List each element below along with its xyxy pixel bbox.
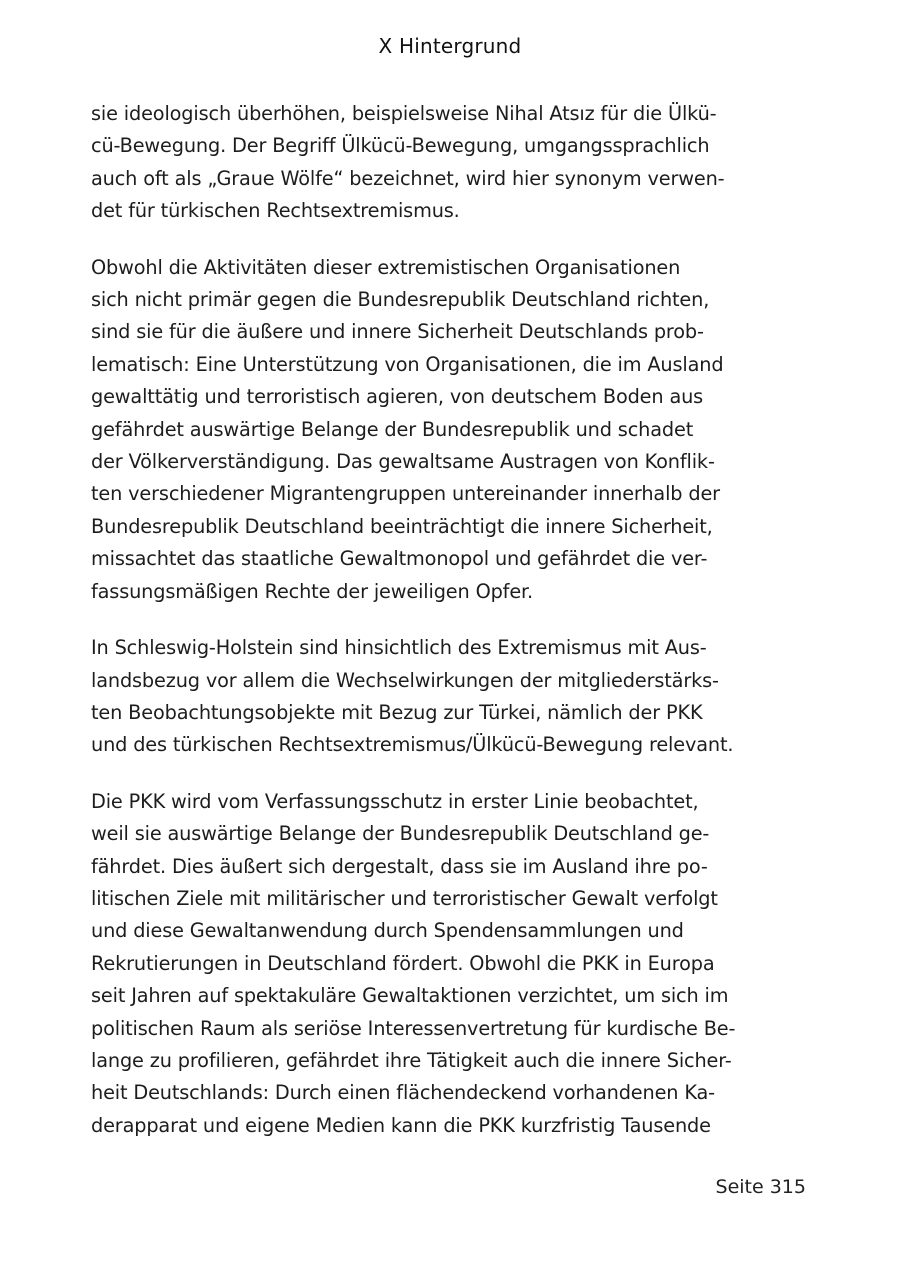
text-line: sich nicht primär gegen die Bundesrepublik Deutschland richten,: [91, 288, 710, 312]
text-line: der Völkerverständigung. Das gewaltsame Austragen von Konflik-: [91, 450, 715, 474]
text-line: heit Deutschlands: Durch einen flächendeckend vorhandenen Ka-: [91, 1081, 715, 1105]
text-line: fassungsmäßigen Rechte der jeweiligen Opfer.: [91, 579, 534, 603]
text-line: seit Jahren auf spektakuläre Gewaltaktionen verzichtet, um sich im: [91, 984, 729, 1008]
text-line: ten verschiedener Migrantengruppen untereinander innerhalb der: [91, 482, 720, 506]
text-line: landsbezug vor allem die Wechselwirkungen der mitgliederstärks-: [91, 668, 719, 692]
text-line: Die PKK wird vom Verfassungsschutz in erster Linie beobachtet,: [91, 789, 699, 813]
text-line: ten Beobachtungsobjekte mit Bezug zur Türkei, nämlich der PKK: [91, 700, 703, 724]
paragraph: [91, 98, 761, 228]
text-line: missachtet das staatliche Gewaltmonopol und gefährdet die ver-: [91, 547, 708, 571]
text-line: auch oft als „Graue Wölfe“ bezeichnet, wird hier synonym verwen-: [91, 166, 725, 190]
text-line: politischen Raum als seriöse Interessenvertretung für kurdische Be-: [91, 1016, 736, 1040]
text-line: lematisch: Eine Unterstützung von Organisationen, die im Ausland: [91, 352, 724, 376]
text-line: Bundesrepublik Deutschland beeinträchtigt die innere Sicherheit,: [91, 514, 713, 538]
body-text: [91, 98, 761, 1166]
text-line: litischen Ziele mit militärischer und terroristischer Gewalt verfolgt: [91, 886, 718, 910]
text-line: fährdet. Dies äußert sich dergestalt, dass sie im Ausland ihre po-: [91, 854, 708, 878]
paragraph: [91, 252, 761, 608]
text-line: cü-Bewegung. Der Begriff Ülkücü-Bewegung, umgangssprachlich: [91, 134, 710, 158]
text-line: lange zu profilieren, gefährdet ihre Tätigkeit auch die innere Sicher-: [91, 1048, 732, 1072]
text-line: Obwohl die Aktivitäten dieser extremistischen Organisationen: [91, 255, 681, 279]
text-line: und des türkischen Rechtsextremismus/Ülkücü-Bewegung relevant.: [91, 733, 734, 757]
text-line: gewalttätig und terroristisch agieren, von deutschem Boden aus: [91, 385, 704, 409]
running-header-title: X Hintergrund: [378, 34, 522, 58]
text-line: derapparat und eigene Medien kann die PKK kurzfristig Tausende: [91, 1113, 711, 1137]
text-line: gefährdet auswärtige Belange der Bundesrepublik und schadet: [91, 417, 694, 441]
paragraph: [91, 786, 761, 1142]
text-line: sie ideologisch überhöhen, beispielsweise Nihal Atsız für die Ülkü-: [91, 102, 717, 125]
text-line: det für türkischen Rechtsextremismus.: [91, 199, 460, 223]
text-line: weil sie auswärtige Belange der Bundesrepublik Deutschland ge-: [91, 822, 710, 846]
paragraph: [91, 632, 761, 762]
text-line: sind sie für die äußere und innere Sicherheit Deutschlands prob-: [91, 320, 704, 344]
page-number: Seite 315: [715, 1176, 806, 1198]
text-line: In Schleswig-Holstein sind hinsichtlich des Extremismus mit Aus-: [91, 636, 707, 660]
text-line: Rekrutierungen in Deutschland fördert. Obwohl die PKK in Europa: [91, 951, 715, 975]
text-line: und diese Gewaltanwendung durch Spendensammlungen und: [91, 919, 684, 943]
